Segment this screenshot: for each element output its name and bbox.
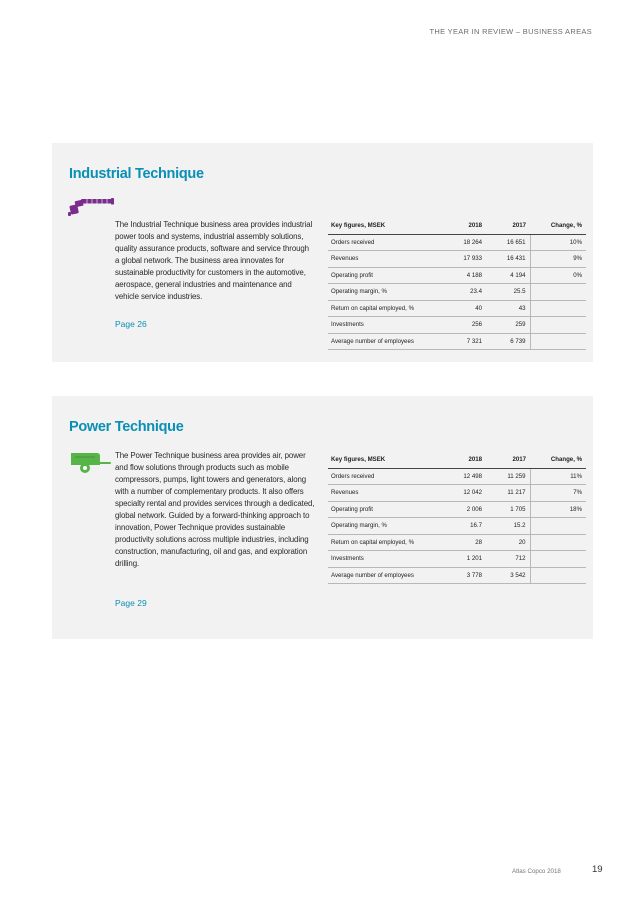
cell-2018: 2 006 (440, 501, 486, 518)
table-row (328, 284, 586, 301)
page-number: 19 (592, 864, 603, 875)
row-label: Operating margin, % (328, 518, 440, 535)
table-header-row (328, 452, 586, 468)
cell-change (530, 534, 586, 551)
row-label: Orders received (328, 468, 440, 485)
cell-2017: 20 (486, 534, 530, 551)
row-label: Return on capital employed, % (328, 300, 440, 317)
table-row (328, 251, 586, 268)
cell-2017: 259 (486, 317, 530, 334)
cell-2017: 25.5 (486, 284, 530, 301)
row-label: Investments (328, 551, 440, 568)
table-header-row (328, 218, 586, 234)
cell-2017: 16 431 (486, 251, 530, 268)
row-label: Return on capital employed, % (328, 534, 440, 551)
cell-change (530, 284, 586, 301)
table-row (328, 485, 586, 502)
portable-compressor-icon (67, 450, 113, 474)
cell-change: 11% (530, 468, 586, 485)
cell-change (530, 518, 586, 535)
cell-2018: 4 188 (440, 267, 486, 284)
table-row (328, 534, 586, 551)
cell-2018: 12 042 (440, 485, 486, 502)
industrial-technique-page-link[interactable]: Page 26 (115, 319, 147, 329)
industrial-key-figures-table (328, 218, 586, 350)
industrial-technique-card (52, 143, 593, 362)
cell-2017: 1 705 (486, 501, 530, 518)
cell-2018: 16.7 (440, 518, 486, 535)
row-label: Orders received (328, 234, 440, 251)
column-header: 2017 (486, 218, 530, 234)
row-label: Revenues (328, 251, 440, 268)
cell-2017: 3 542 (486, 567, 530, 584)
table-row (328, 300, 586, 317)
table-row (328, 267, 586, 284)
cell-change (530, 333, 586, 350)
cell-change (530, 317, 586, 334)
cell-2017: 11 217 (486, 485, 530, 502)
cell-2017: 16 651 (486, 234, 530, 251)
power-technique-description: The Power Technique business area provides air, power and flow solutions through products such as mobile compressors, pumps, light towers and generators, along with a number of complementary products. It also offers specialty rental and provides services through a dedicated, global network. Guided by a forward-thinking approach to innovation, Power Technique provides sustainable productivity solutions across multiple industries, including construction, manufacturing, oil and gas, and exploration drilling. (115, 451, 315, 568)
industrial-technique-description: The Industrial Technique business area provides industrial power tools and systems, industrial assembly solutions, quality assurance products, software and service through a global network. The business area innovates for sustainable productivity for customers in the automotive, aerospace, general industries and maintenance and vehicle service industries. (115, 220, 313, 301)
cell-change: 18% (530, 501, 586, 518)
row-label: Revenues (328, 485, 440, 502)
power-technique-title: Power Technique (69, 419, 184, 435)
column-header: 2018 (440, 218, 486, 234)
column-header: Change, % (530, 452, 586, 468)
industrial-technique-title: Industrial Technique (69, 166, 204, 182)
power-technique-page-link[interactable]: Page 29 (115, 598, 147, 608)
cell-change: 0% (530, 267, 586, 284)
cell-2017: 11 259 (486, 468, 530, 485)
column-header: 2017 (486, 452, 530, 468)
cell-2018: 17 933 (440, 251, 486, 268)
cell-2017: 15.2 (486, 518, 530, 535)
column-header: Change, % (530, 218, 586, 234)
cell-2018: 23.4 (440, 284, 486, 301)
cell-2018: 12 498 (440, 468, 486, 485)
table-row (328, 551, 586, 568)
row-label: Operating margin, % (328, 284, 440, 301)
table-row (328, 518, 586, 535)
cell-2018: 18 264 (440, 234, 486, 251)
cell-change (530, 567, 586, 584)
row-label: Operating profit (328, 501, 440, 518)
table-row (328, 333, 586, 350)
table-row (328, 317, 586, 334)
cell-change (530, 300, 586, 317)
row-label: Operating profit (328, 267, 440, 284)
column-header: 2018 (440, 452, 486, 468)
cell-change: 7% (530, 485, 586, 502)
column-header: Key figures, MSEK (328, 218, 440, 234)
table-row (328, 501, 586, 518)
power-technique-card (52, 396, 593, 639)
row-label: Average number of employees (328, 333, 440, 350)
row-label: Investments (328, 317, 440, 334)
cell-change (530, 551, 586, 568)
cell-2018: 7 321 (440, 333, 486, 350)
cell-2018: 28 (440, 534, 486, 551)
cell-2017: 4 194 (486, 267, 530, 284)
row-label: Average number of employees (328, 567, 440, 584)
cell-2017: 43 (486, 300, 530, 317)
power-tool-icon (67, 197, 115, 219)
cell-2017: 712 (486, 551, 530, 568)
section-header: THE YEAR IN REVIEW – BUSINESS AREAS (429, 27, 592, 36)
table-row (328, 468, 586, 485)
cell-2017: 6 739 (486, 333, 530, 350)
cell-change: 10% (530, 234, 586, 251)
table-row (328, 234, 586, 251)
cell-2018: 1 201 (440, 551, 486, 568)
power-key-figures-table (328, 452, 586, 584)
column-header: Key figures, MSEK (328, 452, 440, 468)
cell-2018: 256 (440, 317, 486, 334)
cell-2018: 3 778 (440, 567, 486, 584)
cell-change: 9% (530, 251, 586, 268)
table-row (328, 567, 586, 584)
cell-2018: 40 (440, 300, 486, 317)
footer-brand: Atlas Copco 2018 (512, 868, 561, 875)
